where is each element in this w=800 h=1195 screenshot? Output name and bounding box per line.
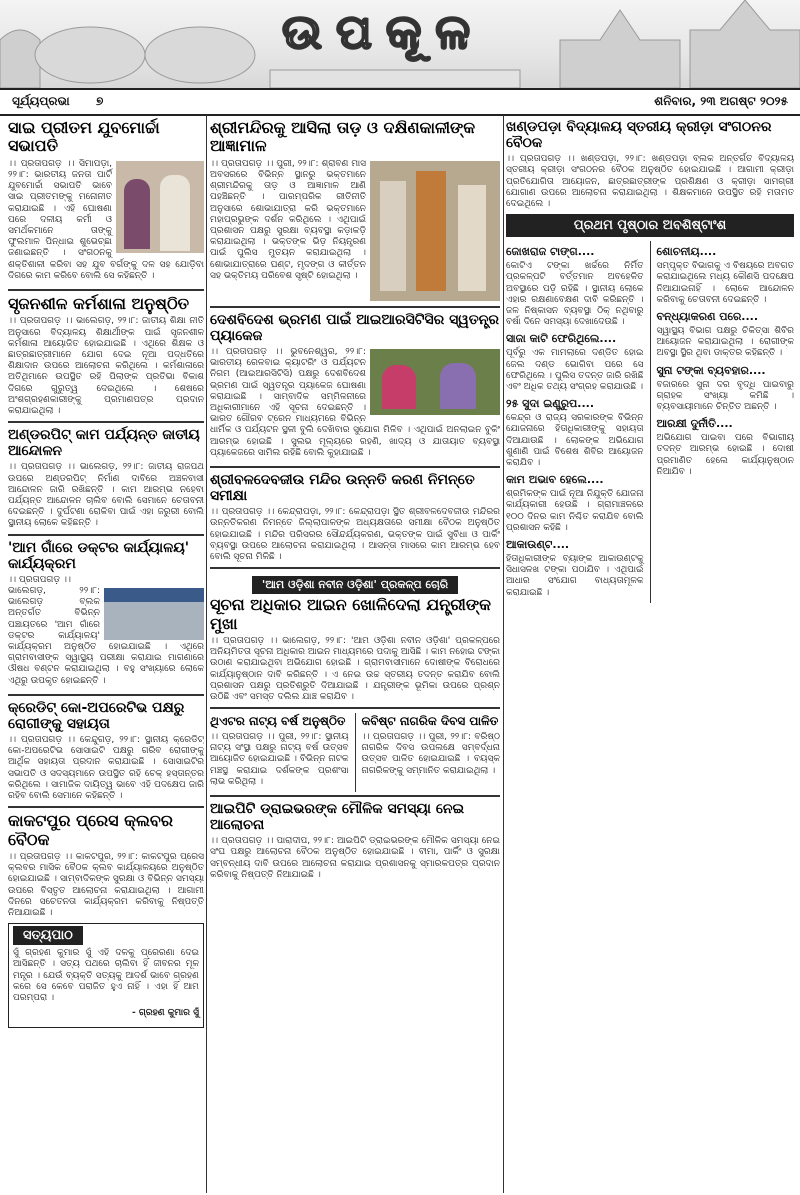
headline: ଥିଏଟର ନାଟ୍ୟ ବର୍ଷ ଅନୁଷ୍ଠିତ <box>210 714 346 729</box>
continuation-subhead: ସୁନା ଟଙ୍କା ବ୍ୟବହାର.... <box>656 363 766 377</box>
continuation-subhead: ବନ୍ଧ୍ୟାକରଣ ପରେ.... <box>656 310 759 324</box>
news-photo <box>116 161 204 253</box>
continuation-body: ସମ୍ପୃକ୍ତ ବିଭାଗକୁ ଏ ବିଷୟରେ ଅବଗତ କରାଯାଇଥିଲେ ମଧ୍ୟ କୌଣସି ପଦକ୍ଷେପ ନିଆଯାଇନାହିଁ । ଲୋକେ ଆନ୍ଦୋଳନ କରିବାକୁ ଚେତାବନୀ ଦେଇଛନ୍ତି । <box>656 261 794 305</box>
quote-box-heading: ସତ୍ୟପାଠ <box>13 926 83 945</box>
article-body: ।। ପ୍ରତାପଗଡ଼ ।। କେନ୍ଦ୍ରାପଡ଼ା, ୨୨।୮: କେନ୍ଦ୍ରାପଡ଼ା ସ୍ଥିତ ଶ୍ରୀବଳଦେବଜୀଉ ମନ୍ଦିରର ଉନ୍ନତିକରଣ ନିମନ୍ତେ ଜିଲ୍ଲାପାଳଙ୍କ ଅଧ୍ୟକ୍ଷତାରେ ସମୀକ୍ଷା ବୈଠକ ଅନୁଷ୍ଠିତ ହୋଇଯାଇଛି । ମନ୍ଦିର ପରିସରର ସୌନ୍ଦର୍ଯ୍ୟକରଣ, ଭକ୍ତଙ୍କ ପାଇଁ ସୁବିଧା ଓ ପାର୍କିଂ ବ୍ୟବସ୍ଥା ଉପରେ ଆଲୋଚନା କରାଯାଇଥିଲା । ଆସନ୍ତା ମାସରେ କାମ ଆରମ୍ଭ ହେବ ବୋଲି ସୂଚନା ମିଳିଛି । <box>210 507 500 562</box>
divider <box>8 289 204 291</box>
headline: ସୃଜନଶୀଳ କର୍ମଶାଳା ଅନୁଷ୍ଠିତ <box>8 294 190 314</box>
short-news-row <box>210 713 500 792</box>
article-body: ।। ପ୍ରତାପଗଡ଼ ।। ଭାଲେଗଡ଼, ୨୨।୮: ଜାତୀୟ ଶିକ୍ଷା ନୀତି ଅନୁସାରେ ବିଦ୍ୟାଳୟ ଶିକ୍ଷାର୍ଥୀଙ୍କ ପାଇଁ ସୃଜନଶୀଳ କର୍ମଶାଳା ଆୟୋଜିତ ହୋଇଯାଇଛି । ଏଥିରେ ଶିକ୍ଷକ ଓ ଛାତ୍ରଛାତ୍ରୀମାନେ ଯୋଗ ଦେଇ ନୂଆ ପଦ୍ଧତିରେ ଶିକ୍ଷାଦାନ ଉପରେ ଆଲୋଚନା କରିଥିଲେ । କର୍ମଶାଳାରେ ଅତିଥିମାନେ ଉପସ୍ଥିତ ରହି ପିଲାଙ୍କ ପ୍ରତିଭା ବିକାଶ ଦିଗରେ ଗୁରୁତ୍ୱ ଦେଇଥିଲେ । ଶେଷରେ ଅଂଶଗ୍ରହଣକାରୀଙ୍କୁ ପ୍ରମାଣପତ୍ର ପ୍ରଦାନ କରାଯାଇଥିଲା । <box>8 316 204 417</box>
divider <box>8 694 204 696</box>
news-photo <box>370 349 500 415</box>
article-body: ।। ପ୍ରତାପଗଡ଼ ।। କାକଟପୁର, ୨୨।୮: କାକଟପୁର ପ୍ରେସ କ୍ଲବର ମାସିକ ବୈଠକ କ୍ଲବ କାର୍ଯ୍ୟାଳୟରେ ଅନୁଷ୍ଠିତ ହୋଇଯାଇଛି । ସାମ୍ବାଦିକଙ୍କ ସୁରକ୍ଷା ଓ ବିଭିନ୍ନ ସମସ୍ୟା ଉପରେ ବିସ୍ତୃତ ଆଲୋଚନା କରାଯାଇଥିଲା । ଆଗାମୀ ଦିନରେ ସଚେତନତା କାର୍ଯ୍ୟକ୍ରମ କରିବାକୁ ନିଷ୍ପତ୍ତି ନିଆଯାଇଛି । <box>8 852 204 919</box>
short-news <box>362 713 501 792</box>
continuation-subhead: ଆରକ୍ଷୀ ଦୁର୍ନୀତି.... <box>656 417 733 431</box>
headline: ଦେଶବିଦେଶ ଭ୍ରମଣ ପାଇଁ ଆଇଆରସିଟିସିର ସ୍ୱତନ୍ତ୍ର ପ୍ୟାକେଜ <box>210 311 500 344</box>
masthead <box>0 0 800 88</box>
continuation-body: ବଜାରରେ ସୁନା ଦର ବୃଦ୍ଧି ପାଇବାରୁ ଗ୍ରାହକ ସଂଖ୍ୟା କମିଛି । ବ୍ୟବସାୟୀମାନେ ଚିନ୍ତିତ ଅଛନ୍ତି । <box>656 379 794 413</box>
continuation-columns <box>506 241 794 603</box>
continuation-body: ଶ୍ରମିକଙ୍କ ପାଇଁ ନୂଆ ନିଯୁକ୍ତି ଯୋଜନା କାର୍ଯ୍ୟକାରୀ ହେଉଛି । ଗ୍ରାମାଞ୍ଚଳରେ ୧୦୦ ଦିନର କାମ ନିଶ୍ଚିତ କରାଯିବ ବୋଲି ପ୍ରଶାସନ କହିଛି । <box>506 489 644 533</box>
dateline-date: ଶନିବାର, ୨୩ ଅଗଷ୍ଟ ୨୦୨୫ <box>654 94 788 108</box>
headline: 'ଆମ ଗାଁରେ ଡକ୍ଟର କାର୍ଯ୍ୟାଳୟ' କାର୍ଯ୍ୟକ୍ରମ <box>8 539 190 572</box>
article-body: ।। ପ୍ରତାପଗଡ଼ ।। ଭାଲେଗଡ଼, ୨୨।୮: 'ଆମ ଓଡ଼ିଶା ନବୀନ ଓଡ଼ିଶା' ପ୍ରକଳ୍ପରେ ଅନିୟମିତତା ସୂଚନା ଅଧିକାର ଆଇନ ମାଧ୍ୟମରେ ପଦାକୁ ଆସିଛି । କାମ ନହୋଇ ଟଙ୍କା ଉଠାଣ କରାଯାଇଥିବା ଅଭିଯୋଗ ହୋଇଛି । ଗ୍ରାମବାସୀମାନେ ଦୋଷୀଙ୍କ ବିରୋଧରେ କାର୍ଯ୍ୟାନୁଷ୍ଠାନ ଦାବି କରିଛନ୍ତି । ଏ ନେଇ ଉଚ୍ଚ ସ୍ତରୀୟ ତଦନ୍ତ କରାଯିବ ବୋଲି ପ୍ରଶାସନ ପକ୍ଷରୁ ପ୍ରତିଶ୍ରୁତି ଦିଆଯାଇଛି । ଯନ୍ତ୍ରୀଙ୍କ ଭୂମିକା ଉପରେ ପ୍ରଶ୍ନ ଉଠିଛି ଏବଂ ସମସ୍ତ ଦଲିଲ ଯାଞ୍ଚ କରାଯିବ । <box>210 635 500 702</box>
column-left <box>8 117 204 1193</box>
continuation-subhead: ୨୫ ସୁଦା ଇଣ୍ଡ୍ରୁପ.... <box>506 397 594 411</box>
divider <box>8 421 204 423</box>
divider <box>8 806 204 808</box>
article-body: ।। ପ୍ରତାପଗଡ଼ ।। ସିମାପଡ଼ା, ୨୨।୮: ଭାରତୀୟ ଜନତା ପାର୍ଟି ଯୁବମୋର୍ଚ୍ଚା ସଭାପତି ଭାବେ ସାଇ ପ୍ରୀତମଙ୍କୁ ମନୋନୀତ କରାଯାଇଛି । ଏହି ଘୋଷଣା ପରେ ଦଳୀୟ କର୍ମୀ ଓ ସମର୍ଥକମାନେ ତାଙ୍କୁ ଫୁଲମାଳ ପିନ୍ଧାଇ ଶୁଭେଚ୍ଛା ଜଣାଇଛନ୍ତି । ସଂଗଠନକୁ ଶକ୍ତିଶାଳୀ କରିବା ସହ ଯୁବ ବର୍ଗଙ୍କୁ ଦଳ ସହ ଯୋଡ଼ିବା ଦିଗରେ କାମ କରିବେ ବୋଲି ସେ କହିଛନ୍ତି । <box>8 158 204 281</box>
headline: କାକଟପୁର ପ୍ରେସ କ୍ଲବର ବୈଠକ <box>8 811 173 849</box>
headline: ଶ୍ରୀମନ୍ଦିରକୁ ଆସିଲା ତାଡ଼ ଓ ଦକ୍ଷିଣକାଳୀଙ୍କ ଆଜ୍ଞାମାଳ <box>210 118 476 156</box>
article-body: ।। ପ୍ରତାପଗଡ଼ ।। ଭାଲେଗଡ଼, ୨୨।୮: ଜାତୀୟ ରାଜପଥ ଉପରେ ଅଣ୍ଡରପିଟ୍ ନିର୍ମାଣ ଦାବିରେ ଅଞ୍ଚଳବାସୀ ଆନ୍ଦୋଳନ ଜାରି ରଖିଛନ୍ତି । କାମ ଆରମ୍ଭ ନହେବା ପର୍ଯ୍ୟନ୍ତ ଆନ୍ଦୋଳନ ଚାଲିବ ବୋଲି ସେମାନେ ଚେତାବନୀ ଦେଇଛନ୍ତି । ଦୁର୍ଘଟଣା ରୋକିବା ପାଇଁ ଏହା ଜରୁରୀ ବୋଲି ସ୍ଥାନୀୟ ଲୋକେ କହିଛନ୍ତି । <box>8 462 204 529</box>
dateline <box>0 88 800 116</box>
headline: ଅଣ୍ଡରପିଟ୍ କାମ ପର୍ଯ୍ୟନ୍ତ ଜାତୀୟ ଆନ୍ଦୋଳନ <box>8 427 200 460</box>
continuation-body: ପୂର୍ବରୁ ଏକ ମାମଲାରେ ଦଣ୍ଡିତ ହୋଇ ଜେଲ ଦଣ୍ଡ ଭୋଗିବା ପରେ ସେ ଫେରିଥିଲେ । ପୁଲିସ ତଦନ୍ତ ଜାରି ରଖିଛି ଏବଂ ଅଧିକ ତଥ୍ୟ ସଂଗ୍ରହ କରାଯାଉଛି । <box>506 348 644 393</box>
column-rule <box>355 713 356 792</box>
kicker-label: 'ଆମ ଓଡ଼ିଶା ନବୀନ ଓଡ଼ିଶା' ପ୍ରକଳ୍ପ ଚୋରି <box>252 576 458 594</box>
quote-box-body: ସୁଁ ଗ୍ରହଣ କୁମାର ସୁଁ ଏହି ଦଳକୁ ପ୍ରେରଣା ଦେଇ ଆସିଛନ୍ତି । ସତ୍ୟ ପଥରେ ଚାଲିବା ହିଁ ଜୀବନର ମୂଳ ମନ୍ତ୍ର । ଯେଉଁ ବ୍ୟକ୍ତି ସତ୍ୟକୁ ଆଦର୍ଶ ଭାବେ ଗ୍ରହଣ କରେ ସେ କେବେ ପରାଜିତ ହୁଏ ନାହିଁ । ଏହା ହିଁ ଆମ ପରମ୍ପରା । <box>13 948 199 1004</box>
column-rule <box>206 115 207 1193</box>
article-body: ।। ପ୍ରତାପଗଡ଼ ।। ପୁରୀ, ୨୨।୮: ବରିଷ୍ଠ ନାଗରିକ ଦିବସ ଉପଲକ୍ଷେ ସମ୍ବର୍ଦ୍ଧନା ଉତ୍ସବ ପାଳିତ ହୋଇଯାଇଛି । ବୟସ୍କ ନାଗରିକଙ୍କୁ ସମ୍ମାନିତ କରାଯାଇଥିଲା । <box>361 732 500 776</box>
article-body: ।। ପ୍ରତାପଗଡ଼ ।। ଭୁବନେଶ୍ୱର, ୨୨।୮: ଭାରତୀୟ ରେଳବାଇ କ୍ୟାଟରିଂ ଓ ପର୍ଯ୍ୟଟନ ନିଗମ (ଆଇଆରସିଟିସି) ପକ୍ଷରୁ ଦେଶବିଦେଶ ଭ୍ରମଣ ପାଇଁ ସ୍ୱତନ୍ତ୍ର ପ୍ୟାକେଜ ଘୋଷଣା କରାଯାଇଛି । ସାମ୍ବାଦିକ ସମ୍ମିଳନୀରେ ଅଧିକାରୀମାନେ ଏହି ସୂଚନା ଦେଇଛନ୍ତି । ଭାରତ ଗୌରବ ଟ୍ରେନ ମାଧ୍ୟମରେ ବିଭିନ୍ନ ଧାର୍ମିକ ଓ ପର୍ଯ୍ୟଟନ ସ୍ଥଳୀ ବୁଲି ଦେଖିବାର ସୁଯୋଗ ମିଳିବ । ଏଥିପାଇଁ ଅନଲାଇନ ବୁକିଂ ଆରମ୍ଭ ହୋଇଛି । ସୁଲଭ ମୂଲ୍ୟରେ ରହଣି, ଖାଦ୍ୟ ଓ ଯାତାୟାତ ବ୍ୟବସ୍ଥା ପ୍ୟାକେଜରେ ସାମିଲ ରହିଛି ବୋଲି କୁହାଯାଇଛି । <box>210 346 500 458</box>
headline: ଆଇପିଟି ଡ୍ରାଇଭରଙ୍କ ମୌଳିକ ସମସ୍ୟା ନେଇ ଆଲୋଚନା <box>210 801 465 834</box>
continuation-subhead: ଜୋଖରାଜ ଟାଙ୍ଗ.... <box>506 245 595 259</box>
article-body: ।। ପ୍ରତାପଗଡ଼ ।। ପୁରୀ, ୨୨।୮: ଶ୍ରାବଣ ମାସ ଅବସରରେ ବିଭିନ୍ନ ସ୍ଥାନରୁ ଭକ୍ତମାନେ ଶ୍ରୀମନ୍ଦିରକୁ ତାଡ଼ ଓ ଆଜ୍ଞାମାଳ ଆଣି ପହଞ୍ଚିଛନ୍ତି । ପାରମ୍ପରିକ ରୀତିନୀତି ଅନୁସାରେ ଶୋଭାଯାତ୍ରା କରି ଭକ୍ତମାନେ ମହାପ୍ରଭୁଙ୍କ ଦର୍ଶନ କରିଥିଲେ । ଏଥିପାଇଁ ପ୍ରଶାସନ ପକ୍ଷରୁ ସୁରକ୍ଷା ବ୍ୟବସ୍ଥା କଡ଼ାକଡ଼ି କରାଯାଇଥିଲା । ଭକ୍ତଙ୍କ ଭିଡ଼ ନିୟନ୍ତ୍ରଣ ପାଇଁ ପୁଲିସ ମୁତୟନ କରାଯାଇଥିଲା । ଶୋଭାଯାତ୍ରାରେ ଘଣ୍ଟ, ମୃଦଙ୍ଗ ଓ କୀର୍ତ୍ତନ ସହ ଭକ୍ତିମୟ ପରିବେଶ ସୃଷ୍ଟି ହୋଇଥିଲା । <box>210 158 366 281</box>
continuation-body: ହିତାଧିକାରୀଙ୍କ ବ୍ୟାଙ୍କ ଆକାଉଣ୍ଟକୁ ସିଧାସଳଖ ଟଙ୍କା ପଠାଯିବ । ଏଥିପାଇଁ ଆଧାର ସଂଯୋଗ ବାଧ୍ୟତାମୂଳକ କରାଯାଇଛି । <box>506 554 644 598</box>
continuation-subhead: ଶୋଚନୀୟ.... <box>656 245 717 259</box>
dateline-left: ସୂର୍ଯ୍ୟପ୍ରଭା <box>12 94 70 108</box>
column-right <box>506 117 794 1193</box>
continuation-banner: ପ୍ରଥମ ପୃଷ୍ଠାର ଅବଶିଷ୍ଟାଂଶ <box>506 214 794 237</box>
divider <box>210 707 500 709</box>
divider <box>210 306 500 308</box>
headline: କବିଷ୍ଟ ନାଗରିକ ଦିବସ ପାଳିତ <box>361 714 499 729</box>
byline: ।। ପ୍ରତାପଗଡ଼ ।। <box>8 574 71 585</box>
continuation-body: କେନ୍ଦ୍ର ଓ ରାଜ୍ୟ ସରକାରଙ୍କ ବିଭିନ୍ନ ଯୋଜନାରେ ହିତାଧିକାରୀଙ୍କୁ ସହାୟତା ଦିଆଯାଉଛି । ଲୋକଙ୍କ ଅଭିଯୋଗ ଶୁଣାଣି ପାଇଁ ବିଶେଷ ଶିବିର ଆୟୋଜନ କରାଯିବ । <box>506 413 644 469</box>
news-photo <box>370 161 500 301</box>
headline: ସାଇ ପ୍ରୀତମ ଯୁବମୋର୍ଚ୍ଚା ସଭାପତି <box>8 118 160 156</box>
article-body: ।। ପ୍ରତାପଗଡ଼ ।। ପୁରୀ, ୨୨।୮: ସ୍ଥାନୀୟ ନାଟ୍ୟ ସଂସ୍ଥା ପକ୍ଷରୁ ନାଟ୍ୟ ବର୍ଷ ଉତ୍ସବ ଆୟୋଜିତ ହୋଇଯାଇଛି । ବିଭିନ୍ନ ନାଟକ ମଞ୍ଚସ୍ଥ କରାଯାଇ ଦର୍ଶକଙ୍କ ପ୍ରଶଂସା ଲାଭ କରିଥିଲା । <box>210 732 349 787</box>
quote-box <box>8 923 204 1028</box>
column-middle <box>210 117 500 1193</box>
headline: ସୂଚନା ଅଧିକାର ଆଇନ ଖୋଳିଦେଲା ଯନ୍ତ୍ରୀଙ୍କ ମୁଖା <box>210 595 491 633</box>
column-rule <box>650 241 651 603</box>
headline: ଖଣ୍ଡପଡ଼ା ବିଦ୍ୟାଳୟ ସ୍ତରୀୟ କ୍ରୀଡ଼ା ସଂଗଠନର ବୈଠକ <box>506 119 772 152</box>
continuation-body: ଅଭିଯୋଗ ପାଇବା ପରେ ବିଭାଗୀୟ ତଦନ୍ତ ଆରମ୍ଭ ହୋଇଛି । ଦୋଷୀ ପ୍ରମାଣିତ ହେଲେ କାର୍ଯ୍ୟାନୁଷ୍ଠାନ ନିଆଯିବ । <box>656 433 794 477</box>
divider <box>210 567 500 569</box>
continuation-subhead: ଆକାଉଣ୍ଟ.... <box>506 538 570 552</box>
article-body: ।। ପ୍ରତାପଗଡ଼ ।। କେନ୍ଦୁଗଡ଼, ୨୨।୮: ସ୍ଥାନୀୟ କ୍ରେଡିଟ୍ କୋ-ଅପରେଟିଭ ସୋସାଇଟି ପକ୍ଷରୁ ଗରିବ ରୋଗୀଙ୍କୁ ଆର୍ଥିକ ସହାୟତା ପ୍ରଦାନ କରାଯାଇଛି । ସୋସାଇଟିର ସଭାପତି ଓ ସଦସ୍ୟମାନେ ଉପସ୍ଥିତ ରହି ଚେକ୍ ହସ୍ତାନ୍ତର କରିଥିଲେ । ସାମାଜିକ ଦାୟିତ୍ୱ ଭାବେ ଏହି ପଦକ୍ଷେପ ଜାରି ରହିବ ବୋଲି ସେମାନେ କହିଛନ୍ତି । <box>8 735 204 802</box>
divider <box>210 795 500 797</box>
divider <box>8 534 204 536</box>
news-photo <box>104 588 204 640</box>
article-body: ଭାଲେଗଡ଼, ୨୨।୮: ଭାଲେଗଡ଼ ବ୍ଲକ ଅନ୍ତର୍ଗତ ବିଭିନ୍ନ ପଞ୍ଚାୟତରେ 'ଆମ ଗାଁରେ ଡକ୍ଟର କାର୍ଯ୍ୟାଳୟ' କାର୍ଯ୍ୟକ୍ରମ ଅନୁଷ୍ଠିତ ହୋଇଯାଇଛି । ଏଥିରେ ଗ୍ରାମବାସୀଙ୍କ ସ୍ୱାସ୍ଥ୍ୟ ପରୀକ୍ଷା କରାଯାଇ ମାଗଣାରେ ଔଷଧ ବଣ୍ଟନ କରାଯାଇଥିଲା । ବହୁ ସଂଖ୍ୟାରେ ଲୋକେ ଏଥିରୁ ଉପକୃତ ହୋଇଛନ୍ତି । <box>8 586 204 686</box>
headline: କ୍ରେଡିଟ୍ କୋ-ଅପରେଟିଭ ପକ୍ଷରୁ ରୋଗୀଙ୍କୁ ସହାୟତା <box>8 699 185 732</box>
article-body: ।। ପ୍ରତାପଗଡ଼ ।। ଖଣ୍ଡପଡ଼ା, ୨୨।୮: ଖଣ୍ଡପଡ଼ା ବ୍ଲକ ଅନ୍ତର୍ଗତ ବିଦ୍ୟାଳୟ ସ୍ତରୀୟ କ୍ରୀଡ଼ା ସଂଗଠନର ବୈଠକ ଅନୁଷ୍ଠିତ ହୋଇଯାଇଛି । ଆଗାମୀ କ୍ରୀଡ଼ା ପ୍ରତିଯୋଗିତା ଆୟୋଜନ, ଛାତ୍ରଛାତ୍ରୀଙ୍କ ପ୍ରଶିକ୍ଷଣ ଓ କ୍ରୀଡ଼ା ସାମଗ୍ରୀ ଯୋଗାଣ ଉପରେ ଆଲୋଚନା କରାଯାଇଥିଲା । ଶିକ୍ଷକମାନେ ଉପସ୍ଥିତ ରହି ମତାମତ ଦେଇଥିଲେ । <box>506 154 794 209</box>
continuation-subhead: ସାଜା କାଟି ଫେରିଥିଲେ.... <box>506 332 617 346</box>
headline: ଶ୍ରୀବଳଦେବଜୀଉ ମନ୍ଦିର ଉନ୍ନତି କରଣ ନିମନ୍ତେ ସମୀକ୍ଷା <box>210 472 475 505</box>
continuation-body: ସ୍ୱାସ୍ଥ୍ୟ ବିଭାଗ ପକ୍ଷରୁ ଚିକିତ୍ସା ଶିବିର ଆୟୋଜନ କରାଯାଇଥିଲା । ରୋଗୀଙ୍କ ଅବସ୍ଥା ସ୍ଥିର ଥିବା ଡାକ୍ତର କହିଛନ୍ତି । <box>656 326 794 359</box>
article-body: ।। ପ୍ରତାପଗଡ଼ ।। ପାରାଦୀପ, ୨୨।୮: ଆଇପିଟି ଡ୍ରାଇଭରଙ୍କ ମୌଳିକ ସମସ୍ୟା ନେଇ ସଂଘ ପକ୍ଷରୁ ଆଲୋଚନା ବୈଠକ ଅନୁଷ୍ଠିତ ହୋଇଯାଇଛି । ବୀମା, ପାର୍କିଂ ଓ ସୁରକ୍ଷା ସମ୍ବନ୍ଧୀୟ ଦାବି ଉପରେ ଆଲୋଚନା କରାଯାଇ ପ୍ରଶାସନକୁ ସ୍ମାରକପତ୍ର ପ୍ରଦାନ କରିବାକୁ ନିଷ୍ପତ୍ତି ନିଆଯାଇଛି । <box>210 836 500 880</box>
label-strip <box>210 573 500 594</box>
continuation-subhead: କାମ ଅଭାବ ହେଲେ.... <box>506 473 604 487</box>
masthead-title: ଉପକୂଳ <box>282 4 485 60</box>
continuation-body: କୋଟିଏ ଟଙ୍କା ଖର୍ଚ୍ଚରେ ନିର୍ମିତ ପ୍ରକଳ୍ପଟି ବର୍ତ୍ତମାନ ଅବହେଳିତ ଅବସ୍ଥାରେ ପଡ଼ି ରହିଛି । ସ୍ଥାନୀୟ ଲୋକେ ଏହାର ରକ୍ଷଣାବେକ୍ଷଣ ଦାବି କରିଛନ୍ତି । ଜଳ ନିଷ୍କାସନ ବ୍ୟବସ୍ଥା ଠିକ୍ ନଥିବାରୁ ବର୍ଷା ଦିନେ ସମସ୍ୟା ଦେଖାଦେଉଛି । <box>506 261 644 328</box>
divider <box>210 466 500 468</box>
column-rule <box>503 115 504 1193</box>
continuation-right <box>657 241 795 603</box>
short-news <box>210 713 349 792</box>
continuation-left <box>506 241 644 603</box>
page-number: ୭ <box>96 94 104 108</box>
quote-box-byline: - ଗ୍ରହଣ କୁମାର ସୁଁ <box>131 1008 199 1019</box>
